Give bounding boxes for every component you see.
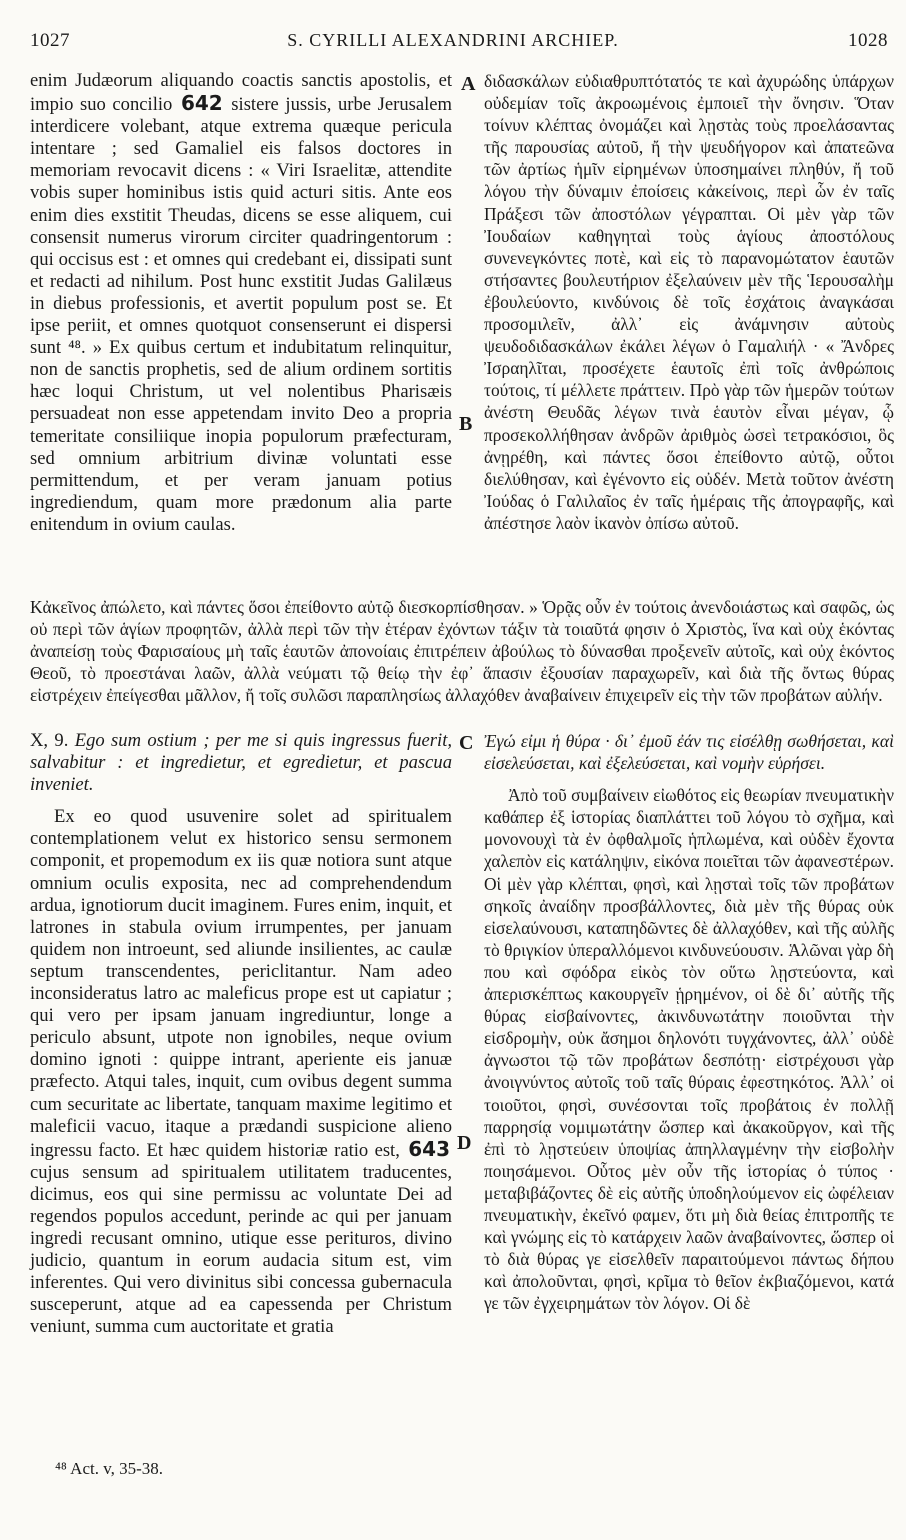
greek-column-bottom bbox=[484, 730, 894, 1314]
greek-column-top: διδασκάλων εὐδιαθρυπτότατός τε καὶ ἀχυρώδης ὑπάρχων οὐδεμίαν τοῖς ἀκροωμένοις ἐμποιεῖ τὴν ὄνησιν. Ὅταν τοίνυν κλέπτας ὀνομάζει καὶ λῃστὰς τοὺς προελάσαντας τῆς παρουσίας αὐτοῦ, ἤ τὴν ψευδήγορον καὶ ἀπατεῶνα τῶν ἀρτίως ἡμῖν εἰρημένων ὑποσημαίνει πληθύν, ἤ τοῦ λόγου τὴν δύναμιν ἐποίσεις κἀκείνοις, περὶ ὧν ἐν ταῖς Πράξεσι τῶν ἀποστόλων γέγραπται. Οἱ μὲν γὰρ τῶν Ἰουδαίων καθηγηταὶ τοὺς ἁγίους ἀποστόλους συνενεγκόντες ποτὲ, καὶ εἰς τὸ παρανομώτατον ἑαυτῶν στήσαντες βουλευτήριον ἐξελαύνειν μὲν τῆς Ἱερουσαλὴμ ἐβουλεύοντο, κινδύνοις δὲ τοῖς ἐσχάτοις ἀναγκάσαι προσομιλεῖν, ἀλλ᾽ εἰς ἀνάμνησιν αὐτοὺς ψευδοδιδασκάλων ἐκάλει λέγων ὁ Γαμαλιήλ · « Ἄνδρες Ἰσραηλῖται, προσέχετε ἑαυτοῖς ἐπὶ τοῖς ἀνθρώποις τούτοις, τί μέλλετε πράττειν. Πρὸ γὰρ τῶν ἡμερῶν τούτων ἀνέστη Θευδᾶς λέγων τινὰ ἑαυτὸν εἶναι μέγαν, ᾧ προσεκολλήθησαν ἀνδρῶν ἀριθμὸς ὡσεὶ τετρακόσιοι, ὃς ἀνῃρέθη, καὶ πάντες ὅσοι ἐπείθοντο αὐτῷ, οὗτοι διελύθησαν, καὶ ἐγένοντο εἰς οὐδέν. Μετὰ τοῦτον ἀνέστη Ἰούδας ὁ Γαλιλαῖος ἐν ταῖς ἡμέραις τῆς ἀπογραφῆς, καὶ ἀπέστησε λαὸν ἱκανὸν ὀπίσω αὐτοῦ. bbox=[484, 71, 894, 533]
latin-lemma bbox=[30, 730, 452, 796]
latin-commentary bbox=[30, 806, 452, 1338]
latin-text: Ex eo quod usuvenire solet ad spiritualem contemplationem velut ex historico sensu sermonem componit, et propemodum ex iis quæ notiora sunt atque omnium oculis exposita, nec ad comprehendendum ardua, ignotiorum ducit imaginem. Fures enim, inquit, et latrones in stabula ovium irrumpentes, per januam quidem non introeunt, sed aliunde insilientes, ac caulæ septum transcendentes, periclitantur. Nam adeo inconsideratus latro ac maleficus prope est ut capiatur ; qui vero per ipsam januam ingrediuntur, longe a periculo absunt, utpote non ignobiles, neque ovium domino ignoti : quippe intrant, aperiente eis januæ præfecto. Atqui tales, inquit, cum ovibus degent summa cum securitate ac libertate, tanquam maxime legitimo et maleficii vacuo, itaque a prædandi suspicione alieno ingressu facto. Et hæc quidem historiæ ratio est, bbox=[30, 806, 452, 1161]
column-number: 643 bbox=[408, 1136, 450, 1161]
latin-column-bottom bbox=[30, 730, 452, 1339]
lemma-reference: X, 9. bbox=[30, 730, 69, 751]
footnote: ⁴⁸ Act. v, 35-38. bbox=[55, 1459, 164, 1478]
column-number: 642 bbox=[180, 91, 223, 116]
page-number-right: 1028 bbox=[848, 30, 888, 51]
running-header bbox=[0, 30, 906, 60]
latin-text: sistere jussis, urbe Jerusalem interdicere volebant, atque extrema quæque pericula intentare ; sed Gamaliel eis falsos doctores in memoriam revocavit dicens : « Viri Israelitæ, attendite vobis super hominibus istis quid acturi sitis. Ante eos enim dies exstitit Theudas, dicens se esse aliquem, cui consensit numerus virorum circiter quadringentorum : qui occisus est : et omnes qui credebant ei, dissipati sunt et redacti ad nihilum. Post hunc exstitit Judas Galilæus in diebus professionis, et avertit populum post se. Et ipse periit, et omnes quotquot consenserunt ei dispersi sunt ⁴⁸. » Ex quibus certum et indubitatum relinquitur, non de sanctis prophetis, sed de alium ordinem sortitis hæc loqui Christum, ut vel nolentibus Pharisæis persuadeat non esse appetendam invito Deo a propria temeritate consiliique inopia populorum præfecturam, sed omnium arbitrium divinæ voluntati esse permittendum, et per veram januam potius ingrediendum, quam more prædonum alia parte enitendum in ovium caulas. bbox=[30, 94, 452, 535]
latin-text: enim Judæorum aliquando coactis sanctis apostolis, et impio suo concilio bbox=[30, 70, 452, 116]
margin-letter-b: B bbox=[459, 413, 473, 435]
greek-lemma: Ἐγώ εἰμι ἡ θύρα · δι᾽ ἐμοῦ ἐάν τις εἰσέλθῃ σωθήσεται, καὶ εἰσελεύσεται, καὶ ἐξελεύσεται, καὶ νομὴν εὑρήσει. bbox=[484, 731, 894, 774]
latin-column-top bbox=[30, 70, 452, 536]
page-number-left: 1027 bbox=[30, 30, 70, 51]
latin-text: cujus sensum ad spiritualem utilitatem traducentes, dicimus, eos qui sine permissu ac voluntate Dei ad regendos populos accedunt, perinde ac qui per januam ingredi recusant omnino, utique esse perituros, divino judicio, quantum in eorum audacia situm est, vim inferentes. Qui vero divinitus sibi concessa gubernacula susceperunt, atque ad ea capessenda per Christum veniunt, summa cum auctoritate et gratia bbox=[30, 1161, 452, 1338]
lemma-text: Ego sum ostium ; per me si quis ingressus fuerit, salvabitur : et ingredietur, et egredietur, et pascua inveniet. bbox=[30, 730, 453, 796]
greek-commentary: Ἀπὸ τοῦ συμβαίνειν εἰωθότος εἰς θεωρίαν πνευματικὴν καθάπερ ἐξ ἱστορίας διαπλάττει τοῦ λόγου τὸ σχῆμα, καὶ μονονουχὶ τὰ ἐν ὀφθαλμοῖς ἡπλωμένα, καὶ οὐδὲν ἔχοντα χαλεπὸν εἰς κατάληψιν, εἰκόνα ποιεῖται τῶν ἀφανεστέρων. Οἱ μὲν γὰρ κλέπται, φησὶ, καὶ λῃσταὶ τοῖς τῶν προβάτων σηκοῖς ἀναίδην προσβάλλοντες, διὰ μὲν τῆς θύρας οὐκ εἰσελαύνουσι, καταπηδῶντες δὲ ἀλλαχόθεν, καὶ τῆς αὐλῆς τὸ θριγκίον ὑπεραλλόμενοι κινδυνεύουσιν. Ἁλῶναι γὰρ δὴ που καὶ σφόδρα εἰκὸς τὸν οὕτω λῃστεύοντα, καὶ ἀπερισκέπτως κακουργεῖν ᾑρημένον, οἱ δὲ δι᾽ αὐτῆς τῆς θύρας εἰσβαίνοντες, ἀκινδυνωτάτην ποιοῦνται τὴν εἰσδρομὴν, οὐκ ἄσημοι δηλονότι τυγχάνοντες, ἀλλ᾽ οὐδὲ ἀγνωστοι τῷ τῶν προβάτων δεσπότῃ· εἰστρέχουσι γὰρ ἀνοιγνύντος αὐτοῖς τοῦ ταῖς θύραις ἐφεστηκότος. Ἀλλ᾽ οἱ τοιοῦτοι, φησὶ, συνέσονται τοῖς προβάτοις ἐν πολλῇ παρρησίᾳ νομιμωτάτην ὥσπερ καὶ ἀκακοῦργον, καὶ τῆς ἐπὶ τὸ λῃστεύειν ὑποψίας ἀπηλλαγμένην τὴν εἰσβολὴν ποιησάμενοι. Οὗτος μὲν οὖν τῆς ἱστορίας ὁ τύπος · μεταβιβάζοντες δὲ εἰς αὐτῆς ὑποδηλούμενον εἰς ὠφέλειαν πνευματικὴν, ἐκεῖνό φαμεν, ὅτι μὴ διὰ θείας ἐπιτροπῆς τε καὶ γνώμης εἰς τὸ κατάρχειν λαῶν ἀναβαίνοντες, ὥσπερ οἱ τὸ διὰ θύρας γε εἰσελθεῖν παραιτούμενοι πάντως δήπου καὶ ἀπολοῦνται, φησὶ, κρῖμα τὸ θεῖον ἐκβιαζόμενοι, κατά γε τῶν ἐγχειρημάτων τὸν λόγον. Οἱ δὲ bbox=[484, 785, 894, 1314]
margin-letter-c: C bbox=[459, 732, 474, 754]
running-title: S. CYRILLI ALEXANDRINI ARCHIEP. bbox=[287, 30, 619, 50]
margin-letter-a: A bbox=[461, 73, 476, 95]
margin-letter-d: D bbox=[457, 1132, 472, 1154]
greek-full-width-paragraph: Κἀκεῖνος ἀπώλετο, καὶ πάντες ὅσοι ἐπείθοντο αὐτῷ διεσκορπίσθησαν. » Ὁρᾷς οὖν ἐν τούτοις ἀνενδοιάστως καὶ σαφῶς, ὡς οὐ περὶ τῶν ἁγίων προφητῶν, ἀλλὰ περὶ τῶν τὴν ἑτέραν ἐχόντων τάξιν τὰ τοιαῦτά φησιν ὁ Χριστὸς, ἵνα καὶ οὐχ ἑκόντας ἀναπείσῃ τοὺς Φαρισαίους μὴ ταῖς ἑαυτῶν ἀπονοίαις ἐπιτρέπειν ἀβούλως τὸ δύνασθαι προξενεῖν αὐτοῖς, καὶ οὐχ ἑκόντος Θεοῦ, τὸ προεστάναι λαῶν, ἀλλὰ νεύματι τῷ θείῳ τὴν ἐφ᾽ ἅπασιν ἐξουσίαν παραχωρεῖν, καὶ διὰ τῆς ὄντως θύρας εἰστρέχειν ἐπείγεσθαι μᾶλλον, ἤ τοῖς συλῶσι παραπλησίως ἀλλαχόθεν ἀναβαίνειν ἐπιχειρεῖν εἰς τὴν τῶν προβάτων αὐλήν. bbox=[30, 597, 894, 706]
